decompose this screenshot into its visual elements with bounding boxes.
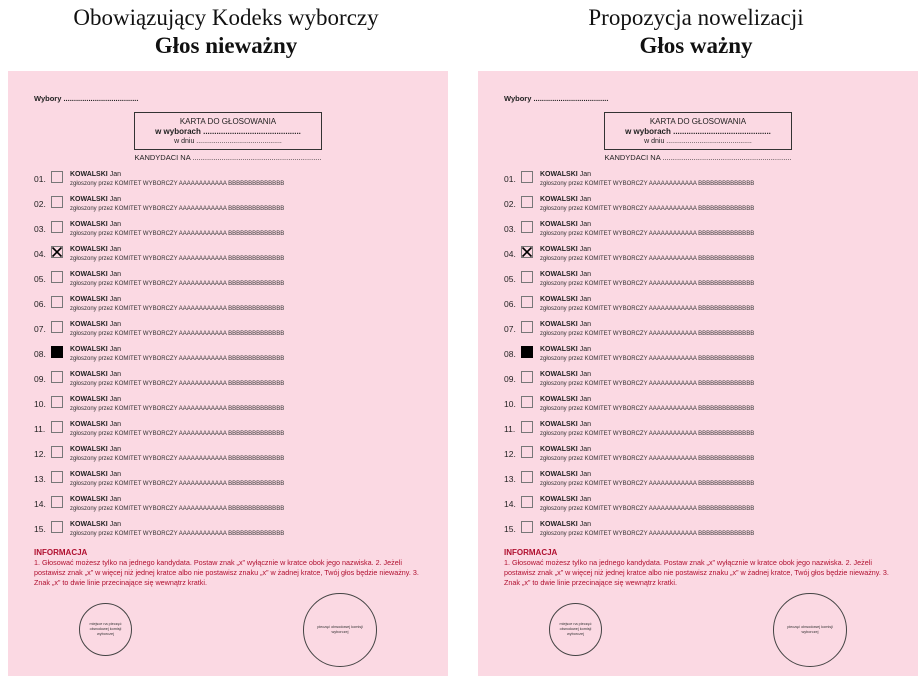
candidate-row <box>34 346 434 370</box>
candidate-surname: KOWALSKI <box>70 171 108 178</box>
stamp-small <box>79 603 132 656</box>
candidate-row <box>34 196 434 220</box>
candidate-committee: zgłoszony przez KOMITET WYBORCZY AAAAAAAAAAAA BBBBBBBBBBBBBB <box>70 306 285 312</box>
candidate-row <box>34 296 434 320</box>
candidate-surname: KOWALSKI <box>70 196 108 203</box>
candidate-name <box>70 521 121 528</box>
vote-checkbox[interactable] <box>521 171 533 183</box>
candidate-row <box>504 246 904 270</box>
candidate-surname: KOWALSKI <box>70 471 108 478</box>
candidate-firstname: Jan <box>109 221 121 228</box>
candidate-committee: zgłoszony przez KOMITET WYBORCZY AAAAAAAAAAAA BBBBBBBBBBBBBB <box>540 506 755 512</box>
candidate-number: 11. <box>504 424 516 434</box>
ballot-header-box <box>604 112 792 150</box>
candidate-row <box>34 496 434 520</box>
candidate-committee: zgłoszony przez KOMITET WYBORCZY AAAAAAAAAAAA BBBBBBBBBBBBBB <box>70 531 285 537</box>
candidate-committee: zgłoszony przez KOMITET WYBORCZY AAAAAAAAAAAA BBBBBBBBBBBBBB <box>70 481 285 487</box>
candidate-firstname: Jan <box>579 271 591 278</box>
card-title: KARTA DO GŁOSOWANIA <box>179 117 277 126</box>
candidate-firstname: Jan <box>109 346 121 353</box>
vote-checkbox[interactable] <box>521 471 533 483</box>
card-elections: w wyborach ............................................ <box>155 127 301 136</box>
candidate-name <box>70 221 121 228</box>
candidate-name <box>540 496 591 503</box>
vote-checkbox[interactable] <box>521 196 533 208</box>
candidate-number: 09. <box>34 374 46 384</box>
candidate-committee: zgłoszony przez KOMITET WYBORCZY AAAAAAAAAAAA BBBBBBBBBBBBBB <box>540 256 755 262</box>
stamp-big <box>303 593 377 667</box>
candidate-name <box>70 271 121 278</box>
candidate-number: 03. <box>504 224 516 234</box>
candidate-committee: zgłoszony przez KOMITET WYBORCZY AAAAAAAAAAAA BBBBBBBBBBBBBB <box>540 381 755 387</box>
candidate-row <box>504 421 904 445</box>
right-heading-verdict: Głos ważny <box>639 33 753 58</box>
candidate-firstname: Jan <box>579 346 591 353</box>
candidate-firstname: Jan <box>579 496 591 503</box>
candidate-firstname: Jan <box>109 521 121 528</box>
candidate-name <box>540 371 591 378</box>
elections-label: Wybory .................................... <box>34 94 139 103</box>
candidate-firstname: Jan <box>579 246 591 253</box>
vote-checkbox[interactable] <box>521 521 533 533</box>
right-heading <box>476 4 916 60</box>
candidate-committee: zgłoszony przez KOMITET WYBORCZY AAAAAAAAAAAA BBBBBBBBBBBBBB <box>540 406 755 412</box>
candidate-committee: zgłoszony przez KOMITET WYBORCZY AAAAAAAAAAAA BBBBBBBBBBBBBB <box>540 206 755 212</box>
candidate-surname: KOWALSKI <box>540 246 578 253</box>
candidate-name <box>540 221 591 228</box>
candidate-name <box>540 471 591 478</box>
vote-checkbox[interactable] <box>51 371 63 383</box>
candidate-name <box>70 321 121 328</box>
candidate-committee: zgłoszony przez KOMITET WYBORCZY AAAAAAAAAAAA BBBBBBBBBBBBBB <box>540 431 755 437</box>
candidate-surname: KOWALSKI <box>540 346 578 353</box>
vote-checkbox[interactable] <box>521 496 533 508</box>
candidates-header: KANDYDACI NA .............................................................. <box>134 153 322 162</box>
candidate-firstname: Jan <box>109 421 121 428</box>
card-title: KARTA DO GŁOSOWANIA <box>649 117 747 126</box>
candidate-number: 15. <box>504 524 516 534</box>
candidate-committee: zgłoszony przez KOMITET WYBORCZY AAAAAAAAAAAA BBBBBBBBBBBBBB <box>70 331 285 337</box>
vote-checkbox[interactable] <box>521 221 533 233</box>
candidate-surname: KOWALSKI <box>540 496 578 503</box>
candidate-name <box>540 196 591 203</box>
candidate-firstname: Jan <box>109 496 121 503</box>
candidate-name <box>540 421 591 428</box>
vote-checkbox[interactable] <box>51 221 63 233</box>
candidate-row <box>504 221 904 245</box>
left-heading <box>6 4 446 60</box>
vote-checkbox[interactable] <box>521 446 533 458</box>
stamp-big-text: pieczęć obwodowej komisji wyborczej <box>787 625 833 634</box>
candidate-committee: zgłoszony przez KOMITET WYBORCZY AAAAAAAAAAAA BBBBBBBBBBBBBB <box>540 331 755 337</box>
candidate-committee: zgłoszony przez KOMITET WYBORCZY AAAAAAAAAAAA BBBBBBBBBBBBBB <box>70 256 285 262</box>
candidate-firstname: Jan <box>109 246 121 253</box>
candidate-surname: KOWALSKI <box>70 321 108 328</box>
candidate-row <box>34 321 434 345</box>
candidate-name <box>70 496 121 503</box>
candidate-name <box>70 246 121 253</box>
vote-checkbox-filled[interactable] <box>51 346 63 358</box>
candidate-number: 09. <box>504 374 516 384</box>
info-title: INFORMACJA <box>504 548 558 557</box>
candidate-surname: KOWALSKI <box>540 396 578 403</box>
candidate-firstname: Jan <box>579 446 591 453</box>
candidate-row <box>34 171 434 195</box>
vote-checkbox-x[interactable] <box>521 246 533 258</box>
candidate-surname: KOWALSKI <box>70 346 108 353</box>
vote-checkbox[interactable] <box>521 271 533 283</box>
candidate-firstname: Jan <box>109 271 121 278</box>
candidate-surname: KOWALSKI <box>70 246 108 253</box>
candidate-firstname: Jan <box>579 421 591 428</box>
candidate-committee: zgłoszony przez KOMITET WYBORCZY AAAAAAAAAAAA BBBBBBBBBBBBBB <box>70 356 285 362</box>
candidate-row <box>504 471 904 495</box>
candidate-firstname: Jan <box>579 171 591 178</box>
candidate-firstname: Jan <box>109 296 121 303</box>
candidate-name <box>70 421 121 428</box>
vote-checkbox[interactable] <box>521 321 533 333</box>
candidate-number: 06. <box>34 299 46 309</box>
candidate-surname: KOWALSKI <box>540 371 578 378</box>
candidate-row <box>504 196 904 220</box>
candidate-firstname: Jan <box>109 171 121 178</box>
candidate-firstname: Jan <box>579 196 591 203</box>
candidate-number: 08. <box>34 349 46 359</box>
candidate-name <box>70 346 121 353</box>
candidate-number: 07. <box>504 324 516 334</box>
candidate-surname: KOWALSKI <box>540 521 578 528</box>
ballot-left <box>8 71 448 676</box>
candidate-name <box>540 171 591 178</box>
candidate-committee: zgłoszony przez KOMITET WYBORCZY AAAAAAAAAAAA BBBBBBBBBBBBBB <box>540 306 755 312</box>
left-heading-verdict: Głos nieważny <box>154 33 298 58</box>
stamp-small-text: miejsce na pieczęć obwodowej komisji wyborczej <box>89 622 122 636</box>
candidate-number: 05. <box>34 274 46 284</box>
candidate-surname: KOWALSKI <box>540 471 578 478</box>
ballot-right <box>478 71 918 676</box>
candidate-name <box>540 521 591 528</box>
candidate-number: 13. <box>34 474 46 484</box>
candidate-row <box>504 296 904 320</box>
candidate-row <box>504 521 904 545</box>
candidate-number: 02. <box>504 199 516 209</box>
stamp-big-text: pieczęć obwodowej komisji wyborczej <box>317 625 363 634</box>
candidate-surname: KOWALSKI <box>540 421 578 428</box>
candidate-firstname: Jan <box>109 371 121 378</box>
candidate-firstname: Jan <box>579 471 591 478</box>
candidate-surname: KOWALSKI <box>540 296 578 303</box>
candidate-row <box>34 221 434 245</box>
candidate-surname: KOWALSKI <box>70 296 108 303</box>
vote-checkbox[interactable] <box>51 471 63 483</box>
candidate-number: 08. <box>504 349 516 359</box>
candidate-number: 15. <box>34 524 46 534</box>
card-date: w dniu ............................................ <box>174 138 282 145</box>
candidate-firstname: Jan <box>579 321 591 328</box>
candidate-firstname: Jan <box>109 321 121 328</box>
candidate-row <box>34 521 434 545</box>
candidate-surname: KOWALSKI <box>540 171 578 178</box>
vote-checkbox[interactable] <box>521 396 533 408</box>
candidate-number: 04. <box>504 249 516 259</box>
candidate-row <box>34 421 434 445</box>
vote-checkbox[interactable] <box>521 421 533 433</box>
candidate-name <box>70 296 121 303</box>
candidate-committee: zgłoszony przez KOMITET WYBORCZY AAAAAAAAAAAA BBBBBBBBBBBBBB <box>540 281 755 287</box>
stamp-big <box>773 593 847 667</box>
candidate-committee: zgłoszony przez KOMITET WYBORCZY AAAAAAAAAAAA BBBBBBBBBBBBBB <box>70 456 285 462</box>
candidate-name <box>70 446 121 453</box>
candidate-committee: zgłoszony przez KOMITET WYBORCZY AAAAAAAAAAAA BBBBBBBBBBBBBB <box>70 406 285 412</box>
candidate-surname: KOWALSKI <box>540 221 578 228</box>
candidate-row <box>504 321 904 345</box>
candidate-committee: zgłoszony przez KOMITET WYBORCZY AAAAAAAAAAAA BBBBBBBBBBBBBB <box>70 381 285 387</box>
candidate-surname: KOWALSKI <box>70 396 108 403</box>
candidate-row <box>504 171 904 195</box>
candidate-number: 12. <box>504 449 516 459</box>
ballot-header-box <box>134 112 322 150</box>
vote-checkbox[interactable] <box>51 271 63 283</box>
candidate-firstname: Jan <box>109 196 121 203</box>
candidate-surname: KOWALSKI <box>70 421 108 428</box>
candidate-row <box>34 396 434 420</box>
candidate-row <box>34 371 434 395</box>
candidate-firstname: Jan <box>109 396 121 403</box>
candidate-surname: KOWALSKI <box>540 321 578 328</box>
candidate-committee: zgłoszony przez KOMITET WYBORCZY AAAAAAAAAAAA BBBBBBBBBBBBBB <box>70 231 285 237</box>
elections-label: Wybory .................................... <box>504 94 609 103</box>
candidate-name <box>540 246 591 253</box>
vote-checkbox[interactable] <box>51 196 63 208</box>
candidate-row <box>504 496 904 520</box>
vote-checkbox[interactable] <box>51 496 63 508</box>
candidate-name <box>540 321 591 328</box>
candidate-firstname: Jan <box>109 446 121 453</box>
info-title: INFORMACJA <box>34 548 88 557</box>
candidate-number: 02. <box>34 199 46 209</box>
candidate-row <box>34 446 434 470</box>
right-heading-title: Propozycja nowelizacji <box>588 5 804 30</box>
candidate-surname: KOWALSKI <box>70 271 108 278</box>
vote-checkbox[interactable] <box>51 446 63 458</box>
candidate-surname: KOWALSKI <box>70 496 108 503</box>
candidate-name <box>70 396 121 403</box>
candidate-name <box>540 271 591 278</box>
candidate-number: 05. <box>504 274 516 284</box>
candidate-row <box>504 271 904 295</box>
candidate-number: 01. <box>34 174 46 184</box>
candidate-firstname: Jan <box>579 371 591 378</box>
vote-checkbox[interactable] <box>521 296 533 308</box>
candidate-row <box>504 346 904 370</box>
candidate-committee: zgłoszony przez KOMITET WYBORCZY AAAAAAAAAAAA BBBBBBBBBBBBBB <box>70 206 285 212</box>
vote-checkbox[interactable] <box>51 171 63 183</box>
vote-checkbox-x[interactable] <box>51 246 63 258</box>
candidate-number: 12. <box>34 449 46 459</box>
info-text: 1. Głosować możesz tylko na jednego kandydata. Postaw znak „x” wyłącznie w kratce obok jego nazwiska. 2. Jeżeli postawisz znak „x” w więcej niż jednej kratce albo nie postawisz znaku „x” w żadnej kratce, Twój głos będzie nieważny. 3. Znak „x” to dwie linie przecinające się wewnątrz kratki. <box>34 558 419 587</box>
card-elections: w wyborach ............................................ <box>625 127 771 136</box>
stamp-small-text: miejsce na pieczęć obwodowej komisji wyborczej <box>559 622 592 636</box>
candidate-name <box>540 296 591 303</box>
candidate-number: 07. <box>34 324 46 334</box>
candidate-firstname: Jan <box>579 396 591 403</box>
vote-checkbox[interactable] <box>51 396 63 408</box>
candidate-committee: zgłoszony przez KOMITET WYBORCZY AAAAAAAAAAAA BBBBBBBBBBBBBB <box>70 181 285 187</box>
candidate-committee: zgłoszony przez KOMITET WYBORCZY AAAAAAAAAAAA BBBBBBBBBBBBBB <box>540 181 755 187</box>
candidates-header: KANDYDACI NA .............................................................. <box>604 153 792 162</box>
candidate-row <box>34 271 434 295</box>
candidate-name <box>540 396 591 403</box>
candidate-surname: KOWALSKI <box>540 271 578 278</box>
candidate-committee: zgłoszony przez KOMITET WYBORCZY AAAAAAAAAAAA BBBBBBBBBBBBBB <box>540 356 755 362</box>
candidate-number: 11. <box>34 424 46 434</box>
candidate-committee: zgłoszony przez KOMITET WYBORCZY AAAAAAAAAAAA BBBBBBBBBBBBBB <box>540 481 755 487</box>
candidate-committee: zgłoszony przez KOMITET WYBORCZY AAAAAAAAAAAA BBBBBBBBBBBBBB <box>70 431 285 437</box>
candidate-number: 10. <box>504 399 516 409</box>
vote-checkbox[interactable] <box>51 421 63 433</box>
candidate-surname: KOWALSKI <box>70 371 108 378</box>
candidate-row <box>504 396 904 420</box>
candidate-firstname: Jan <box>109 471 121 478</box>
candidate-name <box>540 446 591 453</box>
info-text: 1. Głosować możesz tylko na jednego kandydata. Postaw znak „x” wyłącznie w kratce obok jego nazwiska. 2. Jeżeli postawisz znak „x” w więcej niż jednej kratce albo nie postawisz znaku „x” w żadnej kratce, Twój głos będzie nieważny. 3. Znak „x” to dwie linie przecinające się wewnątrz kratki. <box>504 558 889 587</box>
candidate-number: 01. <box>504 174 516 184</box>
candidate-committee: zgłoszony przez KOMITET WYBORCZY AAAAAAAAAAAA BBBBBBBBBBBBBB <box>540 456 755 462</box>
left-heading-title: Obowiązujący Kodeks wyborczy <box>73 5 379 30</box>
vote-checkbox[interactable] <box>521 371 533 383</box>
stamp-small <box>549 603 602 656</box>
candidate-name <box>70 196 121 203</box>
candidate-firstname: Jan <box>579 521 591 528</box>
candidate-surname: KOWALSKI <box>540 196 578 203</box>
candidate-surname: KOWALSKI <box>540 446 578 453</box>
vote-checkbox-filled[interactable] <box>521 346 533 358</box>
candidate-committee: zgłoszony przez KOMITET WYBORCZY AAAAAAAAAAAA BBBBBBBBBBBBBB <box>70 281 285 287</box>
candidate-number: 06. <box>504 299 516 309</box>
x-mark-icon <box>521 246 533 258</box>
candidate-number: 10. <box>34 399 46 409</box>
vote-checkbox[interactable] <box>51 521 63 533</box>
candidate-name <box>70 471 121 478</box>
candidate-surname: KOWALSKI <box>70 521 108 528</box>
candidate-name <box>70 371 121 378</box>
candidate-row <box>34 246 434 270</box>
candidate-firstname: Jan <box>579 221 591 228</box>
candidate-number: 13. <box>504 474 516 484</box>
candidate-committee: zgłoszony przez KOMITET WYBORCZY AAAAAAAAAAAA BBBBBBBBBBBBBB <box>540 231 755 237</box>
candidate-name <box>540 346 591 353</box>
vote-checkbox[interactable] <box>51 296 63 308</box>
candidate-surname: KOWALSKI <box>70 221 108 228</box>
candidate-committee: zgłoszony przez KOMITET WYBORCZY AAAAAAAAAAAA BBBBBBBBBBBBBB <box>540 531 755 537</box>
candidate-number: 03. <box>34 224 46 234</box>
candidate-number: 14. <box>34 499 46 509</box>
card-date: w dniu ............................................ <box>644 138 752 145</box>
candidate-number: 04. <box>34 249 46 259</box>
candidate-number: 14. <box>504 499 516 509</box>
candidate-surname: KOWALSKI <box>70 446 108 453</box>
candidate-committee: zgłoszony przez KOMITET WYBORCZY AAAAAAAAAAAA BBBBBBBBBBBBBB <box>70 506 285 512</box>
candidate-name <box>70 171 121 178</box>
x-mark-icon <box>51 246 63 258</box>
vote-checkbox[interactable] <box>51 321 63 333</box>
candidate-row <box>34 471 434 495</box>
candidate-firstname: Jan <box>579 296 591 303</box>
candidate-row <box>504 446 904 470</box>
candidate-row <box>504 371 904 395</box>
